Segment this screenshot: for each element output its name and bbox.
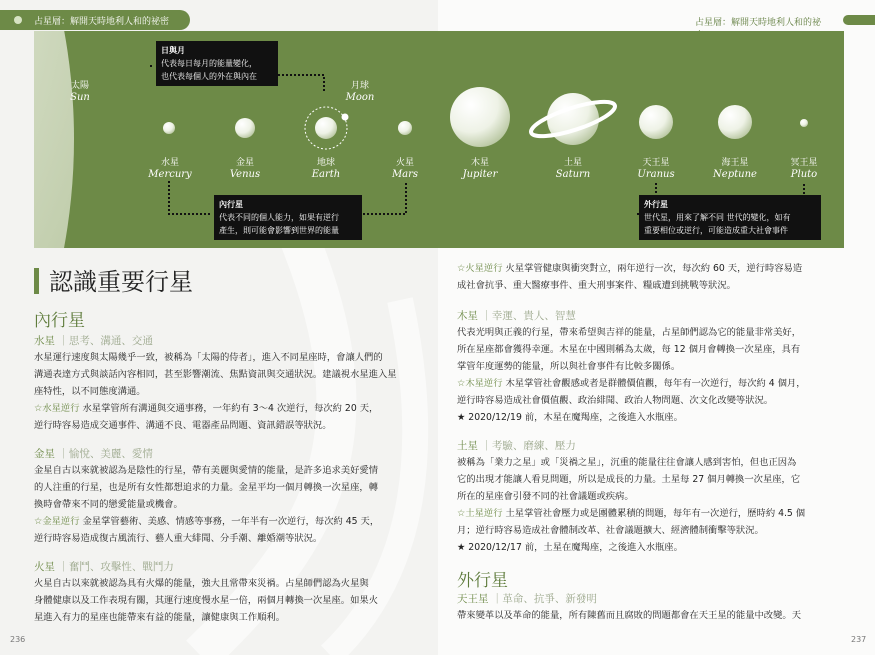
section-title-mark [34, 268, 39, 294]
infobox-inner-line: 代表不同的個人能力，如果有逆行 [219, 213, 339, 222]
mercury-retro-tag: ☆水星逆行 [34, 403, 80, 414]
planet-label-jupiter: 木星 Jupiter [462, 158, 498, 180]
header-dot-icon [14, 16, 22, 24]
saturn-description: 被稱為「業力之星」或「災禍之星」，沉重的能量往往會讓人感到害怕，但也正因為 它的出現才能讓人看見問題，所以是成長的力量。土星每 27 個月轉換一次星座，它 所在的星座會引發不同的社會議題或疾病。 ☆土星逆行 土星掌管社會壓力或是團體累積的問題，每年有一次逆行，歷時約 4.5 個 月；逆行時容易造成社會體制改革、社會議題擴大、經濟體制衝擊等狀況。 ★ 2020/12/17 前，土星在魔羯座，之後進入水瓶座。 [457, 454, 857, 556]
infobox-sun-moon-line: 也代表每個人的外在與內在 [161, 72, 257, 81]
section-title-text: 認識重要行星 [49, 268, 193, 296]
mars-retro-description: ☆火星逆行 火星掌管健康與衝突對立，兩年逆行一次，每次約 60 天，逆行時容易造 成社會抗爭、重大醫療事件、重大刑事案件、糧戚遭到挑戰等狀況。 [457, 263, 803, 291]
connector-inner-left [169, 181, 212, 214]
earth-shape [315, 117, 337, 139]
venus-heading: 金星 ｜愉悅、美麗、愛情 [34, 448, 153, 460]
infobox-sun-moon-line: 代表每日每月的能量變化， [161, 59, 257, 68]
neptune-shape [718, 105, 752, 139]
infobox-inner-line: 產生，則可能會影響到世界的能量 [219, 226, 339, 235]
planet-label-earth: 地球 Earth [311, 158, 341, 180]
sun-label: 太陽 Sun [70, 81, 90, 103]
infobox-outer-planets [639, 195, 821, 240]
planet-label-uranus: 天王星 Uranus [637, 158, 675, 180]
mercury-description: 水星運行速度與太陽幾乎一致，被稱為「太陽的侍者」，進入不同星座時，會讓人們的 溝通表達方式與談話內容相同，甚至影響潮流、焦點資訊與交通狀況。建議視水星進入星 座特性，以不同態度溝通。 ☆水星逆行 水星掌管所有溝通與交通事務，一年約有 3～4 次逆行，每次約 20 天， 逆行時容易造成交通事件、溝通不良、電器產品問題、資訊錯誤等狀況。 [34, 352, 397, 431]
header-left-text: 占星層：解開天時地利人和的祕密 [34, 17, 170, 27]
outer-planets-title: 外行星 [457, 571, 508, 591]
inner-planets-title: 內行星 [34, 311, 85, 331]
mars-retro-tag: ☆火星逆行 [457, 263, 503, 274]
infobox-outer-line: 世代星，用來了解不同 世代的變化，如有 [644, 213, 791, 222]
planet-label-mars: 火星 Mars [391, 158, 419, 180]
jupiter-description: 代表光明與正義的行星，帶來希望與吉祥的能量，占星師們認為它的能量非常美好， 所在星座都會獲得幸運。木星在中國則稱為太歲，每 12 個月會轉換一次星座，具有 掌管年度運勢的能量，所以與社會事件有比較多關係。 ☆木星逆行 木星掌管社會觀感或者是群體價值觀，每年有一次逆行，每次約 4 個月， 逆行時容易造成社會價值觀、政治緋聞、政治人物問題、次文化改變等狀況。 ★ 2020/12/19 前，木星在魔羯座，之後進入水瓶座。 [457, 324, 857, 426]
header-bar [843, 15, 875, 25]
mars-heading: 火星 ｜奮鬥、攻擊性、戰鬥力 [34, 561, 174, 573]
page-number-right: 237 [851, 635, 867, 644]
header-right-text: 占星層：解開天時地利人和的祕 [695, 18, 822, 28]
running-header-left [0, 10, 190, 30]
jupiter-note: ★ 2020/12/19 前，木星在魔羯座，之後進入水瓶座。 [457, 412, 683, 423]
uranus-description: 帶來變革以及革命的能量，所有陳舊而且腐敗的問題都會在天王星的能量中改變。天 [457, 610, 801, 621]
uranus-heading: 天王星 ｜革命、抗爭、新發明 [457, 593, 597, 605]
mercury-heading: 水星 ｜思考、溝通、交通 [34, 335, 153, 347]
running-header-right [695, 10, 875, 30]
sun-shape [34, 31, 74, 248]
infobox-outer-title: 外行星 [644, 200, 668, 209]
planet-label-saturn: 土星 Saturn [555, 158, 591, 180]
infobox-sun-moon [156, 41, 278, 86]
mars-shape [398, 121, 412, 135]
infobox-inner-title: 內行星 [219, 200, 243, 209]
saturn-shape [547, 93, 599, 145]
uranus-shape [639, 105, 673, 139]
mercury-shape [163, 122, 175, 134]
infobox-outer-line: 重要相位或逆行，可能造成重大社會事件 [644, 226, 788, 235]
jupiter-heading: 木星 ｜幸運、貴人、智慧 [457, 310, 576, 322]
planet-label-pluto: 冥王星 Pluto [790, 158, 818, 180]
venus-shape [235, 118, 255, 138]
jupiter-retro-tag: ☆木星逆行 [457, 378, 503, 389]
venus-retro-tag: ☆金星逆行 [34, 516, 80, 527]
page-number-left: 236 [10, 635, 26, 644]
venus-description: 金星自古以來就被認為是陰性的行星，帶有美麗與愛情的能量，是許多追求美好愛情 的人注重的行星，也是所有女性都想追求的力量。金星平均一個月轉換一次星座，轉 換時會帶來不同的戀愛能量或機會。 ☆金星逆行 金星掌管藝術、美感、情感等事務，一年半有一次逆行，每次約 45 天， 逆行時容易造成復古風流行、藝人重大緋聞、分手潮、離婚潮等狀況。 [34, 465, 380, 544]
section-title [34, 262, 193, 297]
saturn-retro-tag: ☆土星逆行 [457, 508, 503, 519]
planet-label-mercury: 水星 Mercury [148, 158, 192, 180]
saturn-note: ★ 2020/12/17 前，土星在魔羯座，之後進入水瓶座。 [457, 542, 683, 553]
mars-description: 火星自古以來就被認為具有火爆的能量，強大且常帶來災禍。占星師們認為火星與 身體健康以及工作表現有關，其運行速度慢水星一倍，兩個月轉換一次星座。如果火 星進入有力的星座也能帶來有益的能量，讓健康與工作順利。 [34, 578, 378, 623]
moon-label: 月球 Moon [345, 81, 375, 103]
connector-inner-right [359, 183, 406, 214]
pluto-shape [800, 119, 808, 127]
moon-shape [342, 114, 349, 121]
solar-system-diagram [34, 31, 844, 248]
planet-label-venus: 金星 Venus [229, 158, 261, 180]
connector-sunmoon-right [270, 75, 324, 93]
infobox-sun-moon-title: 日與月 [161, 46, 185, 55]
jupiter-shape [450, 87, 510, 147]
planet-label-neptune: 海王星 Neptune [713, 158, 757, 180]
infobox-inner-planets [214, 195, 362, 240]
saturn-heading: 土星 ｜考驗、磨練、壓力 [457, 440, 576, 452]
